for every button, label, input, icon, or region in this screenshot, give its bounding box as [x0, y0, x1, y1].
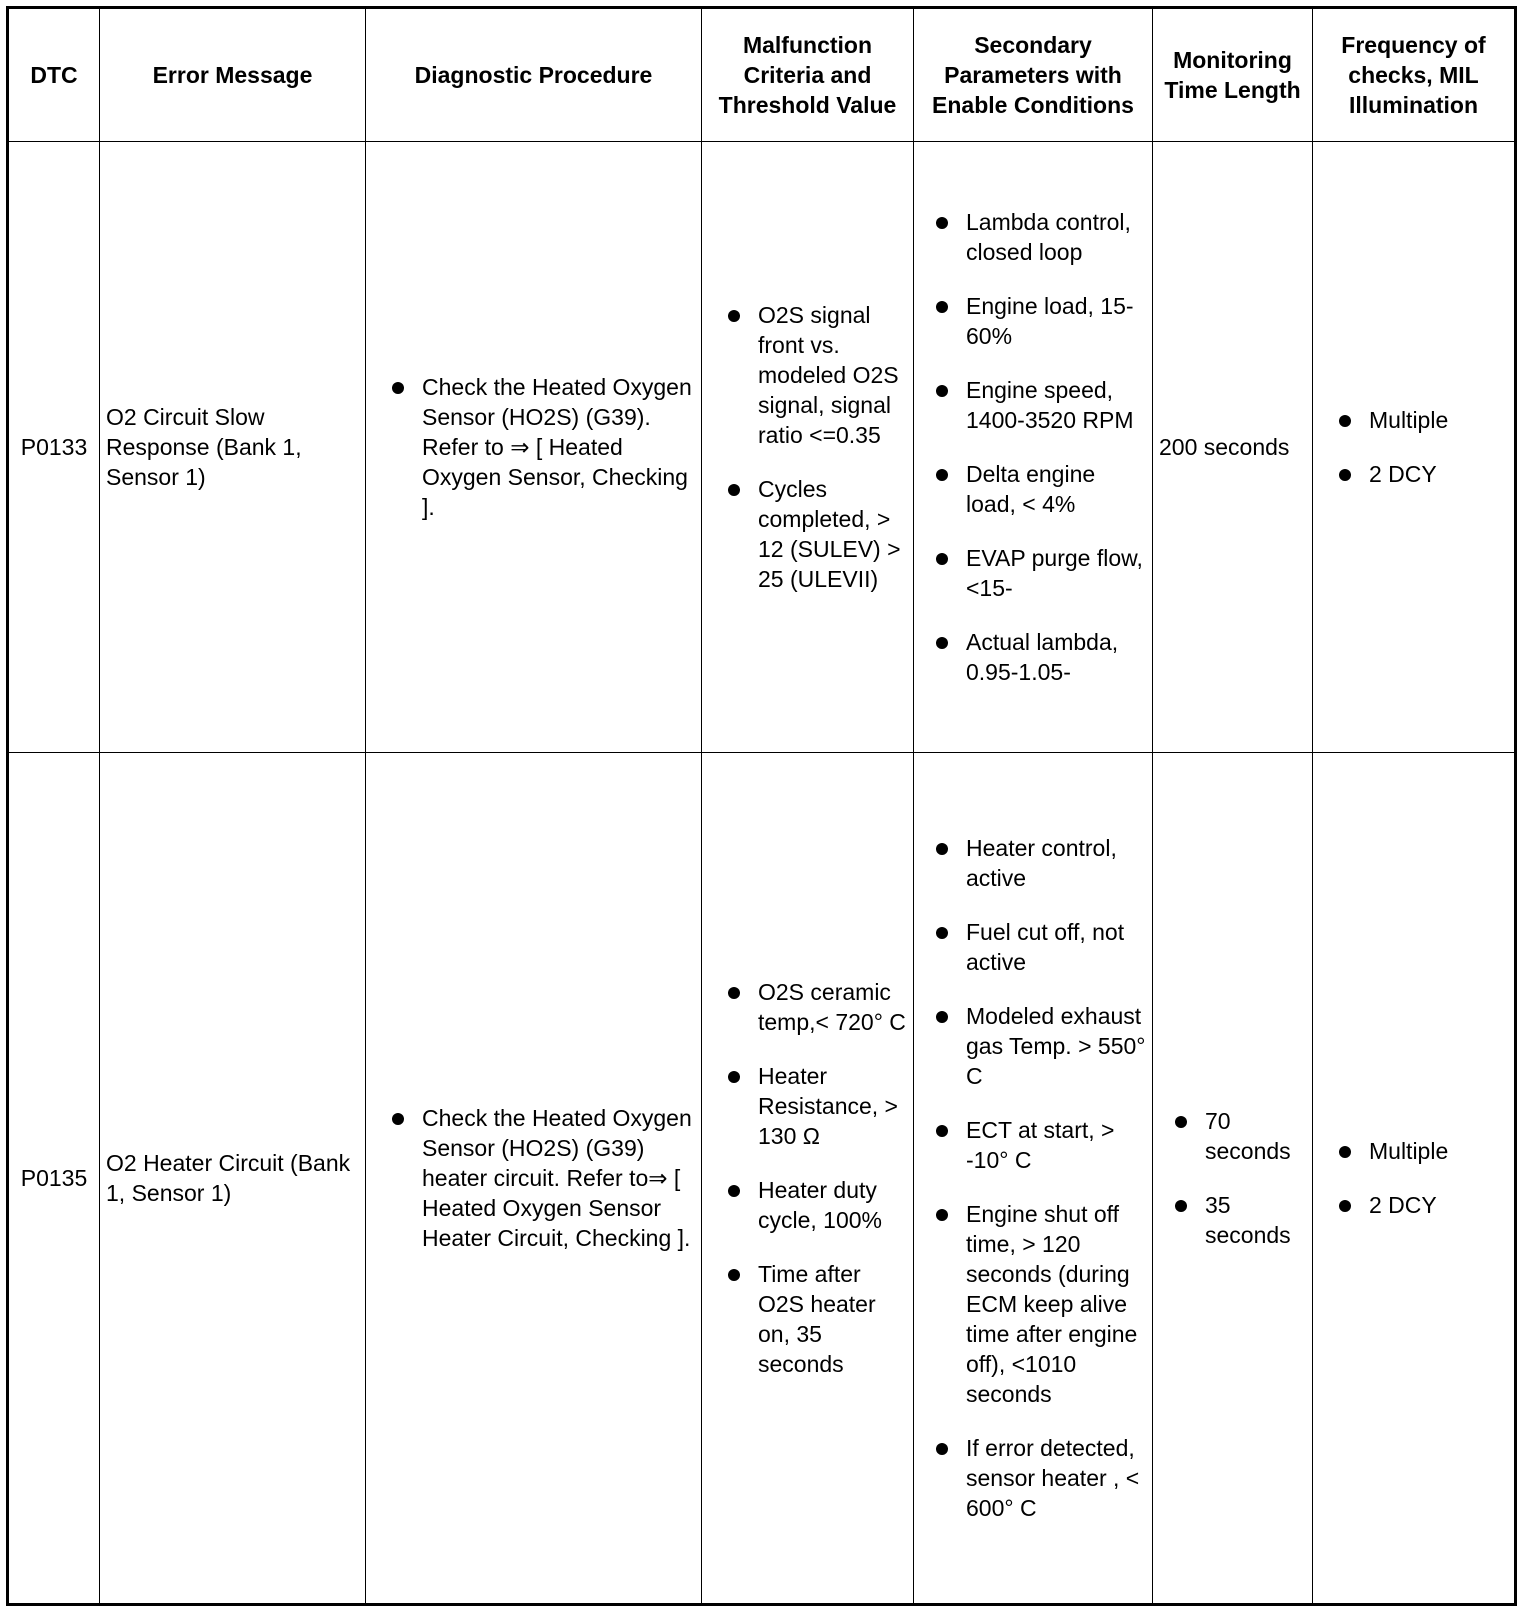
- secondary-item: ECT at start, > -10° C: [934, 1115, 1146, 1175]
- diagnostic-procedure-cell: [366, 142, 702, 753]
- secondary-parameters-cell: [914, 142, 1153, 753]
- secondary-parameters-cell: [914, 753, 1153, 1605]
- secondary-item: Modeled exhaust gas Temp. > 550° C: [934, 1001, 1146, 1091]
- malfunction-item: Heater Resistance, > 130 Ω: [726, 1061, 907, 1151]
- header-dtc: DTC: [8, 8, 100, 142]
- frequency-item: 2 DCY: [1337, 1190, 1508, 1220]
- malfunction-criteria-cell: [702, 753, 914, 1605]
- header-secondary-parameters: Secondary Parameters with Enable Conditions: [914, 8, 1153, 142]
- secondary-item: Heater control, active: [934, 833, 1146, 893]
- malfunction-item: Time after O2S heater on, 35 seconds: [726, 1259, 907, 1379]
- frequency-item: Multiple: [1337, 1136, 1508, 1166]
- secondary-item: Lambda control, closed loop: [934, 207, 1146, 267]
- table-row: [8, 142, 1516, 753]
- header-row: [8, 8, 1516, 142]
- error-message: O2 Heater Circuit (Bank 1, Sensor 1): [100, 753, 366, 1605]
- diagnostic-procedure-cell: [366, 753, 702, 1605]
- malfunction-item: O2S signal front vs. modeled O2S signal, signal ratio <=0.35: [726, 300, 907, 450]
- malfunction-criteria-cell: [702, 142, 914, 753]
- header-diagnostic-procedure: Diagnostic Procedure: [366, 8, 702, 142]
- malfunction-item: Cycles completed, > 12 (SULEV) > 25 (ULEVII): [726, 474, 907, 594]
- secondary-item: EVAP purge flow, <15-: [934, 543, 1146, 603]
- dtc-document: [6, 6, 1514, 1604]
- header-malfunction-criteria: Malfunction Criteria and Threshold Value: [702, 8, 914, 142]
- dtc-code: P0133: [8, 142, 100, 753]
- secondary-item: Actual lambda, 0.95-1.05-: [934, 627, 1146, 687]
- secondary-item: Delta engine load, < 4%: [934, 459, 1146, 519]
- secondary-item: Engine load, 15-60%: [934, 291, 1146, 351]
- secondary-item: If error detected, sensor heater , < 600° C: [934, 1433, 1146, 1523]
- header-monitoring-time: Monitoring Time Length: [1153, 8, 1313, 142]
- frequency-cell: [1313, 753, 1516, 1605]
- error-message: O2 Circuit Slow Response (Bank 1, Sensor 1): [100, 142, 366, 753]
- monitoring-time-cell: [1153, 753, 1313, 1605]
- header-error-message: Error Message: [100, 8, 366, 142]
- table-row: [8, 753, 1516, 1605]
- frequency-item: Multiple: [1337, 405, 1508, 435]
- secondary-item: Fuel cut off, not active: [934, 917, 1146, 977]
- malfunction-item: O2S ceramic temp,< 720° C: [726, 977, 907, 1037]
- frequency-cell: [1313, 142, 1516, 753]
- monitoring-item: 70 seconds: [1173, 1106, 1306, 1166]
- secondary-item: Engine shut off time, > 120 seconds (during ECM keep alive time after engine off), <1010 seconds: [934, 1199, 1146, 1409]
- secondary-item: Engine speed, 1400-3520 RPM: [934, 375, 1146, 435]
- frequency-item: 2 DCY: [1337, 459, 1508, 489]
- header-frequency: Frequency of checks, MIL Illumination: [1313, 8, 1516, 142]
- monitoring-item: 35 seconds: [1173, 1190, 1306, 1250]
- malfunction-item: Heater duty cycle, 100%: [726, 1175, 907, 1235]
- procedure-item: Check the Heated Oxygen Sensor (HO2S) (G39) heater circuit. Refer to⇒ [ Heated Oxygen Sensor Heater Circuit, Checking ].: [390, 1103, 695, 1253]
- procedure-item: Check the Heated Oxygen Sensor (HO2S) (G39). Refer to ⇒ [ Heated Oxygen Sensor, Checking ].: [390, 372, 695, 522]
- dtc-table: [6, 6, 1517, 1606]
- monitoring-time: 200 seconds: [1153, 142, 1313, 753]
- dtc-code: P0135: [8, 753, 100, 1605]
